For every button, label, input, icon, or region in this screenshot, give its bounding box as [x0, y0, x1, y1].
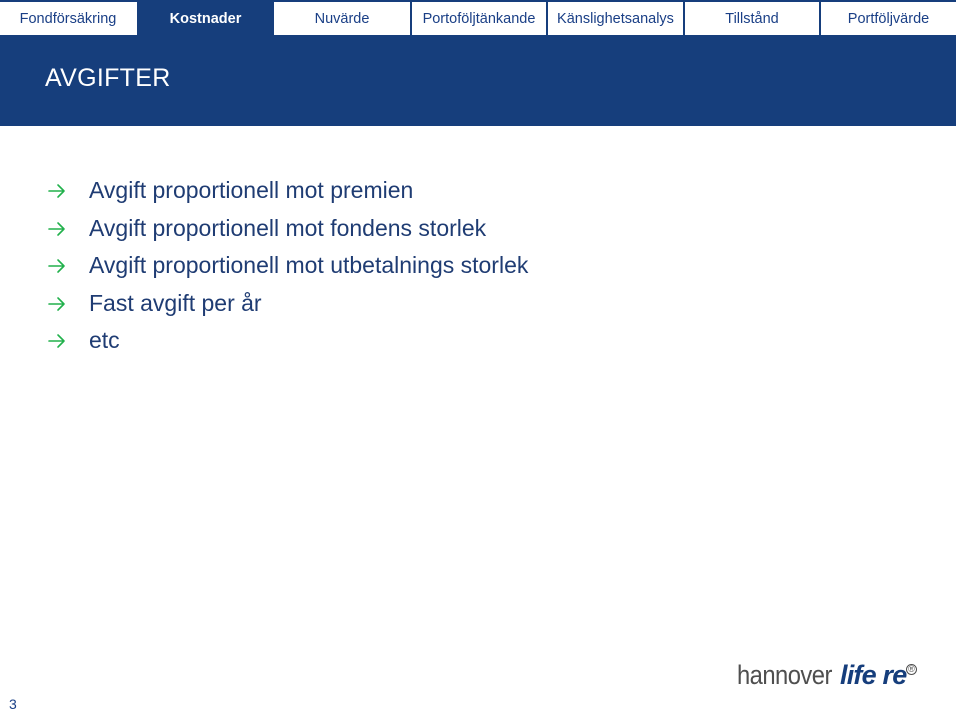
list-item-text: etc	[89, 327, 120, 353]
list-item	[48, 285, 528, 323]
list-item	[48, 210, 528, 248]
list-item	[48, 247, 528, 285]
tab-nuvarde[interactable]: Nuvärde	[314, 11, 370, 27]
logo-wordmark-hannover: hannover	[737, 660, 832, 690]
list-item-text: Avgift proportionell mot utbetalnings storlek	[89, 252, 529, 278]
tab-fondforsakring[interactable]: Fondförsäkring	[19, 11, 117, 27]
arrow-right-icon	[48, 221, 66, 237]
registered-mark-icon: ®	[906, 664, 917, 675]
hannover-life-re-logo	[737, 660, 915, 694]
tab-kanslighetsanalys[interactable]: Känslighetsanalys	[546, 2, 683, 36]
tab-portofoljtankande[interactable]: Portoföljtänkande	[410, 2, 546, 36]
tab-tillstand[interactable]: Tillstånd	[683, 2, 819, 36]
list-item-text: Fast avgift per år	[89, 289, 262, 316]
list-item	[48, 172, 528, 210]
bullet-list	[48, 172, 528, 360]
list-item-text: Avgift proportionell mot premien	[89, 177, 414, 203]
list-item-text: Avgift proportionell mot fondens storlek	[89, 214, 487, 241]
logo-wordmark-life-re: life re	[840, 660, 907, 690]
tab-portfoljvarde[interactable]: Portföljvärde	[819, 2, 956, 36]
arrow-right-icon	[48, 333, 66, 349]
list-item	[48, 322, 528, 360]
title-banner	[0, 36, 956, 126]
top-navigation	[0, 0, 956, 36]
page-number: 3	[9, 696, 17, 712]
arrow-right-icon	[48, 258, 66, 274]
arrow-right-icon	[48, 296, 66, 312]
arrow-right-icon	[48, 183, 66, 199]
tab-kostnader[interactable]: Kostnader	[137, 2, 274, 36]
page-title: AVGIFTER	[45, 64, 171, 92]
